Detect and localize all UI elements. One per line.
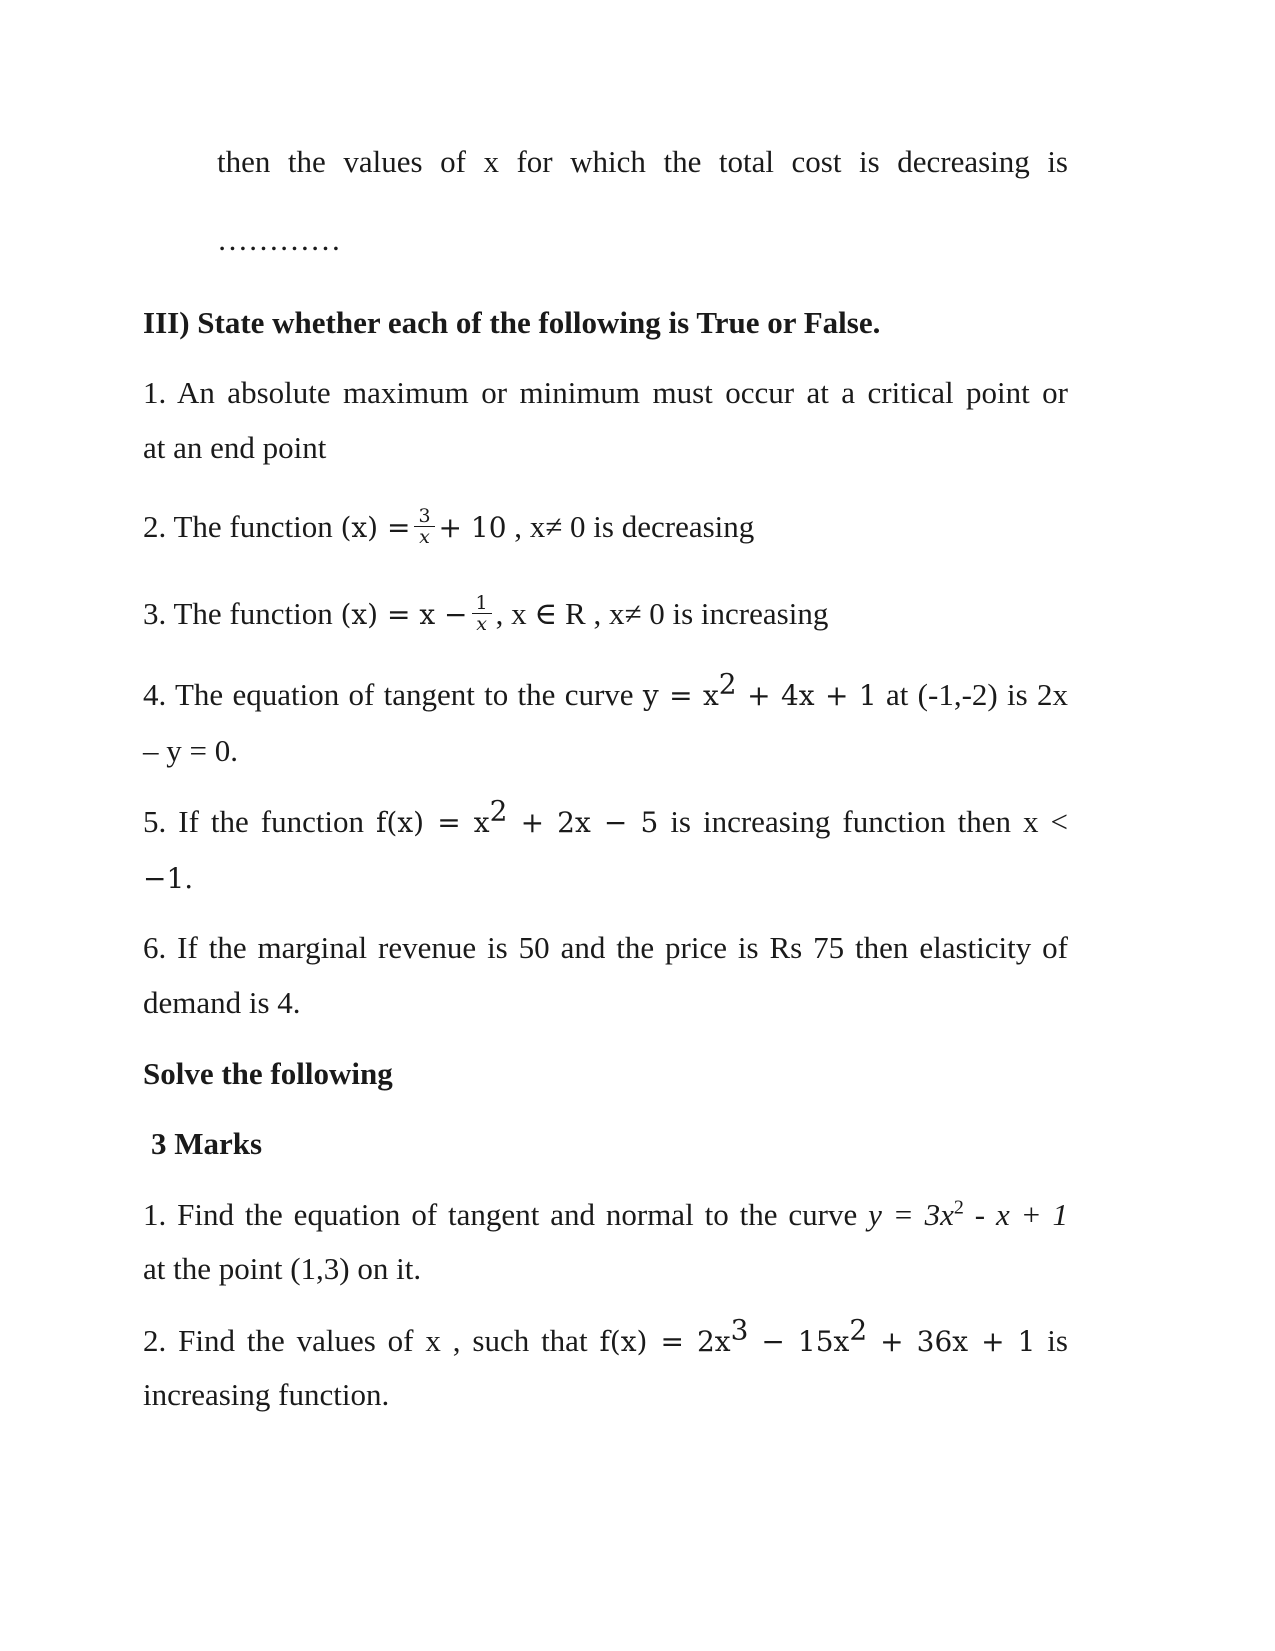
tf-question-2-fx: (x) = (340, 511, 411, 544)
tf-question-4-eq-b: + 4x + 1 (736, 679, 877, 712)
section-heading (143, 294, 1068, 351)
solve-question-1-eq-a: y = 3x (868, 1197, 954, 1232)
solve-question-1 (143, 1186, 1068, 1243)
tf-question-2-suffix: , x≠ 0 is decreasing (514, 509, 755, 544)
tf-question-4-prefix: 4. The equation of tangent to the curve (143, 677, 643, 712)
exponent: 3 (730, 1313, 749, 1347)
tf-question-1-line2: at an end point (143, 430, 327, 465)
tf-question-5-eq-a: f(x) = x (376, 806, 490, 839)
exponent: 2 (718, 667, 737, 701)
tf-question-3-suffix: , x ∈ R , x≠ 0 is increasing (495, 596, 829, 631)
tf-question-1-line1: 1. An absolute maximum or minimum must occur at a critical point or (143, 375, 1068, 410)
solve-question-1-cont (143, 1240, 1068, 1297)
intro-line (217, 133, 1068, 190)
fraction (414, 506, 434, 547)
tf-question-5 (143, 793, 1068, 851)
solve-question-2-line2: increasing function. (143, 1377, 390, 1412)
tf-question-2-mid: + 10 (438, 511, 507, 544)
tf-question-2-prefix: 2. The function (143, 509, 341, 544)
solve-question-2-prefix: 2. Find the values of x , such that (143, 1323, 600, 1358)
tf-question-6-line1: 6. If the marginal revenue is 50 and the price is Rs 75 then elasticity of (143, 930, 1068, 965)
fraction (472, 593, 492, 634)
tf-question-5-suffix: is increasing function then x < (658, 804, 1068, 839)
tf-question-5-prefix: 5. If the function (143, 804, 377, 839)
marks-heading-text: 3 Marks (151, 1126, 263, 1161)
tf-question-6-line2: demand is 4. (143, 985, 301, 1020)
intro-blank (217, 211, 1068, 268)
section-heading-text: III) State whether each of the following is True or False. (143, 305, 881, 340)
intro-text: then the values of x for which the total cost is decreasing is (217, 144, 1068, 179)
solve-question-2-eq-a: f(x) = 2x (599, 1325, 731, 1358)
solve-question-1-eq-b: - x + 1 (963, 1197, 1068, 1232)
solve-question-2 (143, 1312, 1068, 1370)
tf-question-5-line2: −1. (143, 862, 194, 895)
exponent: 2 (489, 794, 508, 828)
tf-question-4-line2: – y = 0. (143, 733, 238, 768)
solve-question-1-prefix: 1. Find the equation of tangent and normal to the curve (143, 1197, 869, 1232)
solve-question-2-eq-b: − 15x (748, 1325, 850, 1358)
tf-question-4-cont (143, 722, 1068, 779)
tf-question-3-prefix: 3. The function (143, 596, 341, 631)
answer-blank: ………… (217, 222, 341, 257)
solve-question-1-line2: at the point (1,3) on it. (143, 1251, 422, 1286)
solve-question-2-suffix: is (1035, 1323, 1068, 1358)
tf-question-6-cont (143, 974, 1068, 1031)
tf-question-4-eq-a: y = x (642, 679, 719, 712)
tf-question-3 (143, 585, 1068, 643)
fraction-denominator: x (419, 526, 430, 549)
tf-question-2 (143, 498, 1068, 556)
tf-question-3-fx: (x) = x − (340, 598, 468, 631)
fraction-denominator: x (476, 613, 487, 636)
fraction-numerator: 1 (472, 593, 492, 614)
tf-question-1-cont (143, 419, 1068, 476)
exponent: 2 (849, 1313, 868, 1347)
tf-question-6 (143, 919, 1068, 976)
solve-question-2-cont (143, 1366, 1068, 1423)
fraction-numerator: 3 (414, 506, 434, 527)
tf-question-1 (143, 364, 1068, 421)
marks-heading (151, 1115, 1068, 1172)
solve-heading (143, 1045, 1068, 1102)
exponent: 2 (953, 1196, 964, 1219)
solve-question-2-eq-c: + 36x + 1 (867, 1325, 1036, 1358)
tf-question-5-cont (143, 849, 1068, 907)
tf-question-5-eq-b: + 2x − 5 (507, 806, 659, 839)
solve-heading-text: Solve the following (143, 1056, 393, 1091)
tf-question-4-suffix: at (-1,-2) is 2x (876, 677, 1068, 712)
tf-question-4 (143, 666, 1068, 724)
